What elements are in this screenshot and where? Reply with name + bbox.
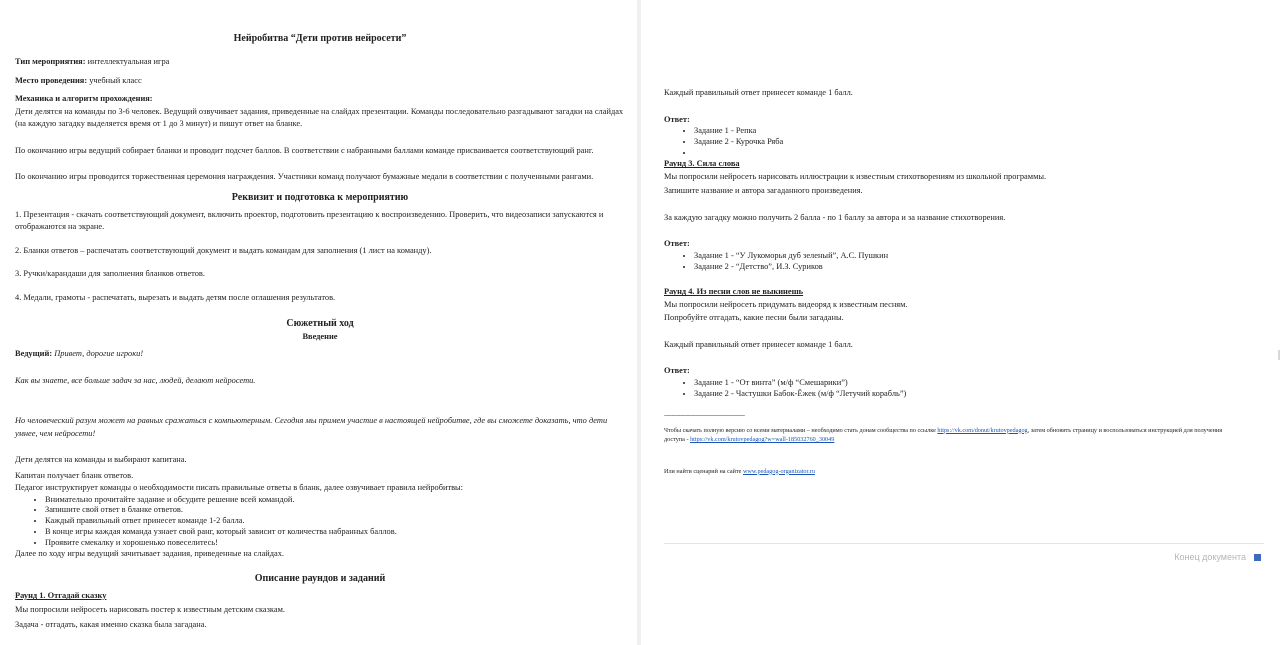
document-page-left xyxy=(0,0,637,645)
document-page-right xyxy=(641,0,1280,645)
end-divider xyxy=(664,543,1264,544)
round-4-heading: Раунд 4. Из песни слов не выкинешь xyxy=(664,287,804,297)
round-1-answers xyxy=(664,126,1264,158)
answer-item: • Задание 1 - “У Лукоморья дуб зеленый”, А.С. Пушкин xyxy=(694,251,1264,262)
place-value: учебный класс xyxy=(87,75,142,85)
captain-line: Капитан получает бланк ответов. xyxy=(15,470,134,480)
mechanics-paragraph-1-line-1: Дети делятся на команды по 3-6 человек. Ведущий озвучивает задания, приведенные на слайдах презентации. Команды последовательно разгадывают загадки на слайдах xyxy=(15,106,624,116)
end-of-document xyxy=(1174,552,1261,562)
round-4-paragraph-1: Мы попросили нейросеть придумать видеоряд к известным песням. xyxy=(664,299,908,309)
mind-line-1: Но человеческий разум может на равных сражаться с компьютерным. Сегодня мы примем участие в настоящей нейробитве, где вы сможете доказать, что дети xyxy=(15,416,608,425)
round-3-heading: Раунд 3. Сила слова xyxy=(664,159,740,169)
round-3-paragraph-2: Запишите название и автора загаданного произведения. xyxy=(664,186,863,196)
round-4-answer-label: Ответ: xyxy=(664,366,690,376)
answer-item: • Задание 1 - “От винта” (м/ф “Смешарики”) xyxy=(694,378,1264,389)
rounds-heading: Описание раундов и заданий xyxy=(254,572,386,584)
host-greeting: Привет, дорогие игроки! xyxy=(52,349,144,358)
answer-item xyxy=(694,148,1264,159)
download-note-access: доступа - https://vk.com/krutovpedagog?w=wall-185032760_30049 xyxy=(664,436,835,444)
event-type-value: интеллектуальная игра xyxy=(85,57,170,66)
rule-item: • Запишите свой ответ в бланке ответов. xyxy=(45,505,625,516)
props-item-1-line-2: отображаются на экране. xyxy=(15,222,105,231)
download-note: Чтобы скачать полную версию со всеми материалами – необходимо стать донам сообщества по ссылке https://vk.com/donut/krutovpedagog, затем обновить страницу и воспользоваться инструкцией для получения xyxy=(664,426,1223,434)
props-item-4: 4. Медали, грамоты - распечатать, вырезать и выдать детям после оглашения результатов. xyxy=(15,292,336,302)
round-4-answers xyxy=(664,378,1264,400)
rule-item: • В конце игры каждая команда узнает свой ранг, который зависит от количества набранных баллов. xyxy=(45,527,625,538)
round-1-answer-label: Ответ: xyxy=(664,114,690,124)
round-3-points: За каждую загадку можно получить 2 балла - по 1 баллу за автора и за название стихотворения. xyxy=(664,212,1006,222)
round-1-heading: Раунд 1. Отгадай сказку xyxy=(15,590,107,600)
props-heading: Реквизит и подготовка к мероприятию xyxy=(231,191,409,203)
mechanics-label: Механика и алгоритм прохождения: xyxy=(15,94,153,103)
round-3-answers xyxy=(664,251,1264,273)
props-item-2: 2. Бланки ответов – распечатать соответствующий документ и выдать командам для заполнения (1 лист на команду). xyxy=(15,245,432,255)
round-3-answer-label: Ответ: xyxy=(664,239,690,249)
event-type-label: Тип мероприятия: xyxy=(15,57,86,66)
rule-item: • Проявите смекалку и хорошенько повеселитесь! xyxy=(45,538,625,549)
round-4-paragraph-2: Попробуйте отгадать, какие песни были загаданы. xyxy=(664,313,844,323)
props-item-3: 3. Ручки/карандаши для заполнения бланков ответов. xyxy=(15,269,205,278)
wall-post-link[interactable]: https://vk.com/krutovpedagog?w=wall-185032760_30049 xyxy=(690,436,835,444)
answer-item: • Задание 2 - Частушки Бабок-Ёжек (м/ф “Летучий корабль”) xyxy=(694,389,1264,400)
place-line xyxy=(15,75,625,88)
host-line xyxy=(15,348,625,361)
place-label: Место проведения: xyxy=(15,75,88,85)
site-link[interactable]: www.pedagog-organizator.ru xyxy=(742,467,815,475)
end-square-icon xyxy=(1254,554,1261,561)
mechanics-paragraph-3: По окончанию игры проводится торжественная церемония награждения. Участники команд получают бумажные медали в соответствии с полученными рангами. xyxy=(15,172,594,181)
end-of-document-label: Конец документа xyxy=(1174,552,1246,562)
document-title: Нейробитва “Дети против нейросети” xyxy=(233,33,407,44)
rules-list xyxy=(15,495,625,549)
answer-item: • Задание 2 - Курочка Ряба xyxy=(694,137,1264,148)
round-1-paragraph-1: Мы попросили нейросеть нарисовать постер к известным детским сказкам. xyxy=(15,605,285,615)
teams-line: Дети делятся на команды и выбирают капитана. xyxy=(15,455,187,464)
mechanics-paragraph-1-line-2: (на каждую загадку выделяется время от 1 до 3 минут) и пишут ответ на бланке. xyxy=(15,119,303,128)
rule-item: • Каждый правильный ответ принесет команде 1-2 балла. xyxy=(45,516,625,527)
ai-line: Как вы знаете, все больше задач за нас, людей, делают нейросети. xyxy=(15,375,256,385)
round-4-points: Каждый правильный ответ принесет команде 1 балл. xyxy=(664,339,853,349)
mechanics-paragraph-2: По окончанию игры ведущий собирает бланки и проводит подсчет баллов. В соответствии с набранными баллами команде присваивается соответствующий ранг. xyxy=(15,145,594,155)
donut-link[interactable]: https://vk.com/donut/krutovpedagog xyxy=(937,426,1028,434)
answer-item: • Задание 1 - Репка xyxy=(694,126,1264,137)
plot-heading: Сюжетный ход xyxy=(286,318,354,329)
section-divider: -------------------------------------------- xyxy=(664,410,745,419)
rule-item: • Внимательно прочитайте задание и обсудите решение всей командой. xyxy=(45,495,625,506)
round-1-paragraph-2: Задача - отгадать, какая именно сказка была загадана. xyxy=(15,619,207,629)
mind-line-2: умнее, чем нейросети! xyxy=(15,428,96,438)
site-note: Или найти сценарий на сайте www.pedagog-organizator.ru xyxy=(664,467,815,475)
host-label: Ведущий: xyxy=(15,349,53,358)
answer-item: • Задание 2 - “Детство”, И.З. Суриков xyxy=(694,262,1264,273)
round-3-paragraph-1: Мы попросили нейросеть нарисовать иллюстрации к известным стихотворениям из школьной программы. xyxy=(664,171,1047,181)
props-item-1-line-1: 1. Презентация - скачать соответствующий документ, включить проектор, подготовить презентацию к воспроизведению. Проверить, что видеозаписи запускаются и xyxy=(15,209,604,219)
round-1-points: Каждый правильный ответ принесет команде 1 балл. xyxy=(664,88,853,97)
teacher-line: Педагог инструктирует команды о необходимости писать правильные ответы в бланк, далее озвучивает правила нейробитвы: xyxy=(15,483,464,492)
further-line: Далее по ходу игры ведущий зачитывает задания, приведенные на слайдах. xyxy=(15,549,285,559)
event-type-line xyxy=(15,56,625,69)
intro-heading: Введение xyxy=(302,332,338,341)
